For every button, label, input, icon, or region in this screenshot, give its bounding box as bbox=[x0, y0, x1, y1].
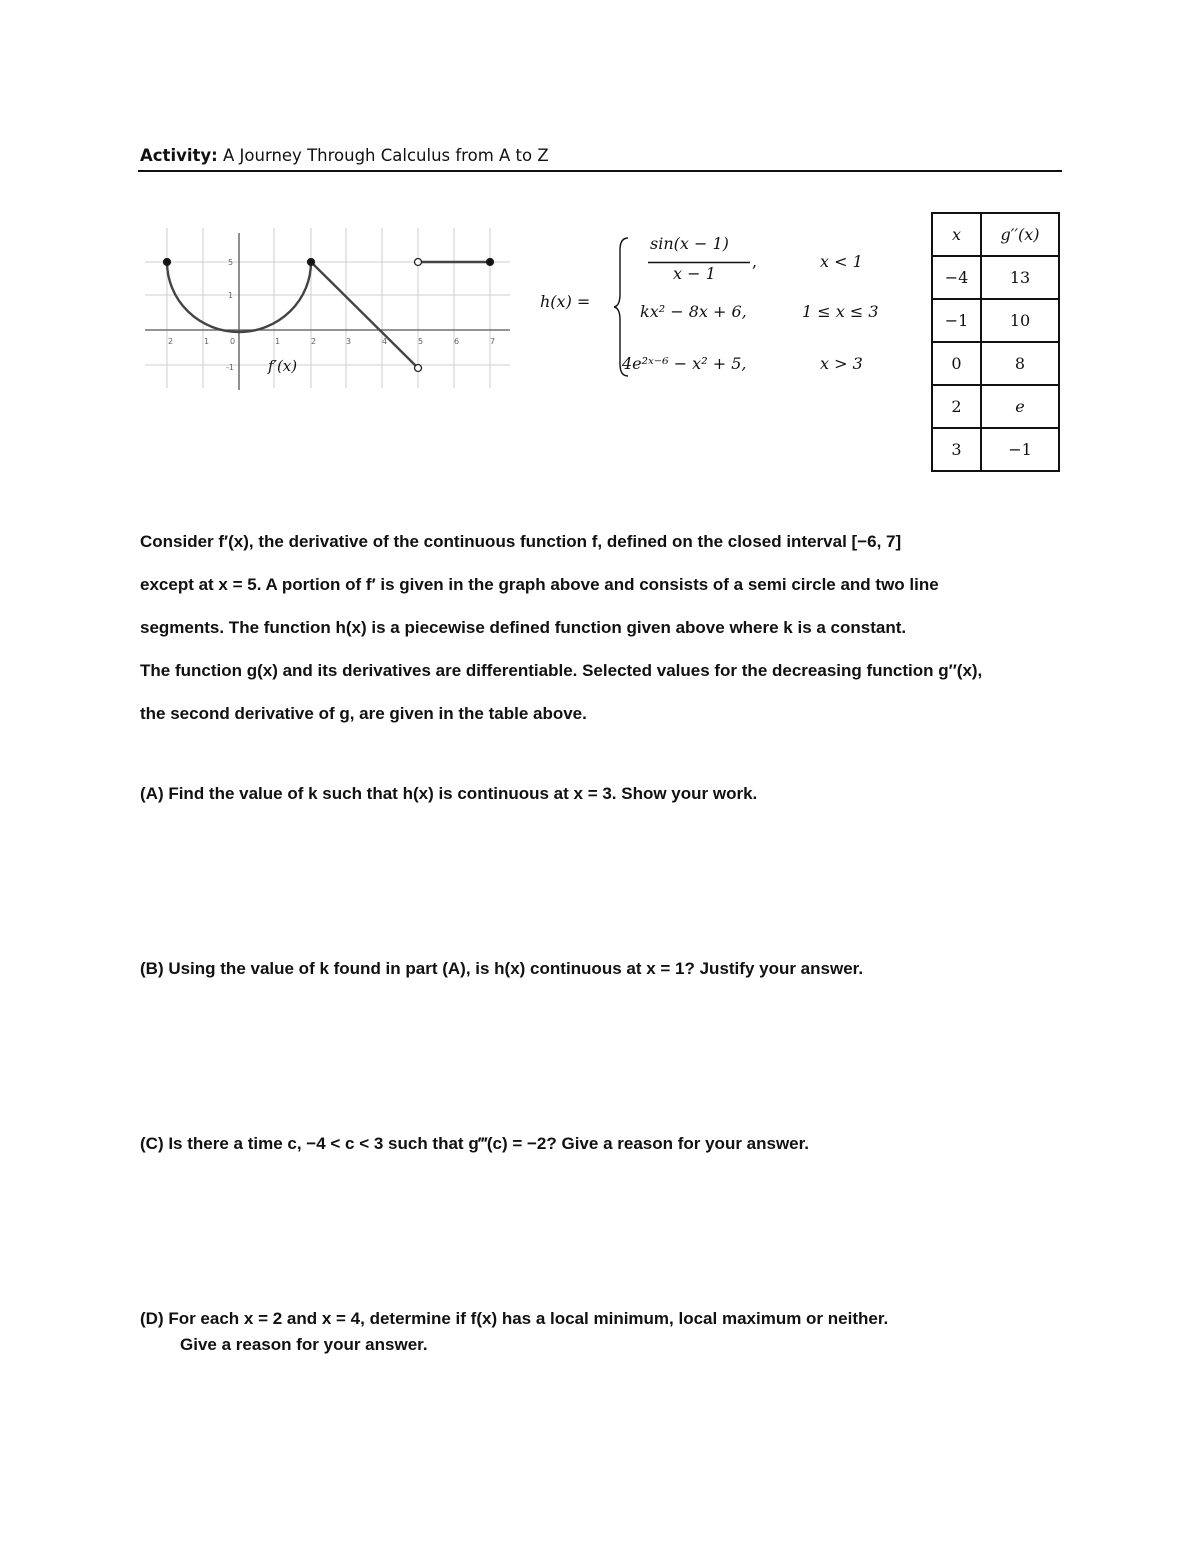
case1-numerator: sin(x − 1) bbox=[650, 234, 729, 253]
x-tick-label: 1 bbox=[275, 337, 281, 346]
table-cell-x: 2 bbox=[932, 385, 981, 428]
case1-comma: , bbox=[752, 252, 758, 271]
y-tick-label: -1 bbox=[226, 363, 234, 372]
case1-denominator: x − 1 bbox=[673, 264, 716, 283]
open-endpoint bbox=[415, 259, 422, 266]
table-cell-value: −1 bbox=[981, 428, 1059, 471]
table-cell-x: −4 bbox=[932, 256, 981, 299]
y-tick-label: 1 bbox=[228, 291, 234, 300]
case1-condition: x < 1 bbox=[820, 252, 863, 271]
question-d-continuation: Give a reason for your answer. bbox=[180, 1335, 428, 1354]
table-row bbox=[932, 299, 1059, 342]
table-cell-x: 3 bbox=[932, 428, 981, 471]
case3-condition: x > 3 bbox=[820, 354, 863, 373]
table-cell-x: −1 bbox=[932, 299, 981, 342]
description-line: the second derivative of g, are given in the table above. bbox=[140, 704, 587, 723]
x-tick-label: 0 bbox=[230, 337, 236, 346]
case3-expression: 4e²ˣ⁻⁶ − x² + 5, bbox=[622, 354, 747, 373]
table-cell-value: e bbox=[981, 385, 1059, 428]
decreasing-line-segment bbox=[311, 262, 418, 368]
table-cell-x: 0 bbox=[932, 342, 981, 385]
activity-header bbox=[140, 146, 1062, 165]
problem-description bbox=[140, 520, 1140, 735]
question-d-text: (D) For each x = 2 and x = 4, determine if f(x) has a local minimum, local maximum or neither. bbox=[140, 1309, 889, 1328]
closed-endpoint bbox=[164, 259, 171, 266]
x-tick-label: 2 bbox=[311, 337, 317, 346]
activity-title: A Journey Through Calculus from A to Z bbox=[223, 146, 549, 165]
piecewise-function-h bbox=[530, 228, 900, 388]
case2-condition: 1 ≤ x ≤ 3 bbox=[802, 302, 879, 321]
description-line: segments. The function h(x) is a piecewise defined function given above where k is a constant. bbox=[140, 618, 907, 637]
piecewise-lhs: h(x) = bbox=[540, 292, 591, 311]
description-line: Consider f′(x), the derivative of the continuous function f, defined on the closed interval [−6, 7] bbox=[140, 532, 902, 551]
closed-endpoint bbox=[308, 259, 315, 266]
table-row bbox=[932, 256, 1059, 299]
table-cell-value: 8 bbox=[981, 342, 1059, 385]
x-tick-label: 6 bbox=[454, 337, 460, 346]
graph-axes bbox=[145, 233, 510, 390]
f-prime-graph bbox=[140, 228, 520, 393]
table-header-row bbox=[932, 213, 1059, 256]
graph-grid bbox=[145, 228, 510, 388]
x-tick-label: 2 bbox=[168, 337, 174, 346]
table-row bbox=[932, 385, 1059, 428]
activity-label: Activity: bbox=[140, 146, 218, 165]
question-a bbox=[140, 784, 1140, 804]
table-cell-value: 13 bbox=[981, 256, 1059, 299]
header-divider bbox=[138, 170, 1062, 172]
table-row bbox=[932, 342, 1059, 385]
table-row bbox=[932, 428, 1059, 471]
question-a-text: (A) Find the value of k such that h(x) is continuous at x = 3. Show your work. bbox=[140, 784, 758, 803]
y-tick-label: 5 bbox=[228, 258, 234, 267]
description-line: The function g(x) and its derivatives are differentiable. Selected values for the decreasing function g′′(x), bbox=[140, 661, 983, 680]
x-tick-label: 7 bbox=[490, 337, 496, 346]
x-tick-label: 5 bbox=[418, 337, 424, 346]
x-tick-label: 4 bbox=[382, 337, 388, 346]
f-prime-curve bbox=[167, 262, 490, 368]
g-double-prime-table bbox=[931, 212, 1060, 472]
x-tick-label: 3 bbox=[346, 337, 352, 346]
case2-expression: kx² − 8x + 6, bbox=[640, 302, 747, 321]
graph-function-label: f′(x) bbox=[268, 357, 298, 375]
question-b-text: (B) Using the value of k found in part (A), is h(x) continuous at x = 1? Justify your answer. bbox=[140, 959, 864, 978]
table-cell-value: 10 bbox=[981, 299, 1059, 342]
question-c-text: (C) Is there a time c, −4 < c < 3 such that g‴(c) = −2? Give a reason for your answer. bbox=[140, 1134, 810, 1153]
description-line: except at x = 5. A portion of f′ is given in the graph above and consists of a semi circle and two line bbox=[140, 575, 939, 594]
question-b bbox=[140, 959, 1140, 979]
question-c bbox=[140, 1134, 1140, 1154]
open-endpoint bbox=[415, 365, 422, 372]
x-tick-label: 1 bbox=[204, 337, 210, 346]
endpoints bbox=[164, 259, 494, 372]
table-header-x: x bbox=[932, 213, 981, 256]
closed-endpoint bbox=[487, 259, 494, 266]
table-header-g-double-prime: g′′(x) bbox=[981, 213, 1059, 256]
tick-labels bbox=[168, 258, 495, 372]
question-d bbox=[140, 1309, 1140, 1355]
